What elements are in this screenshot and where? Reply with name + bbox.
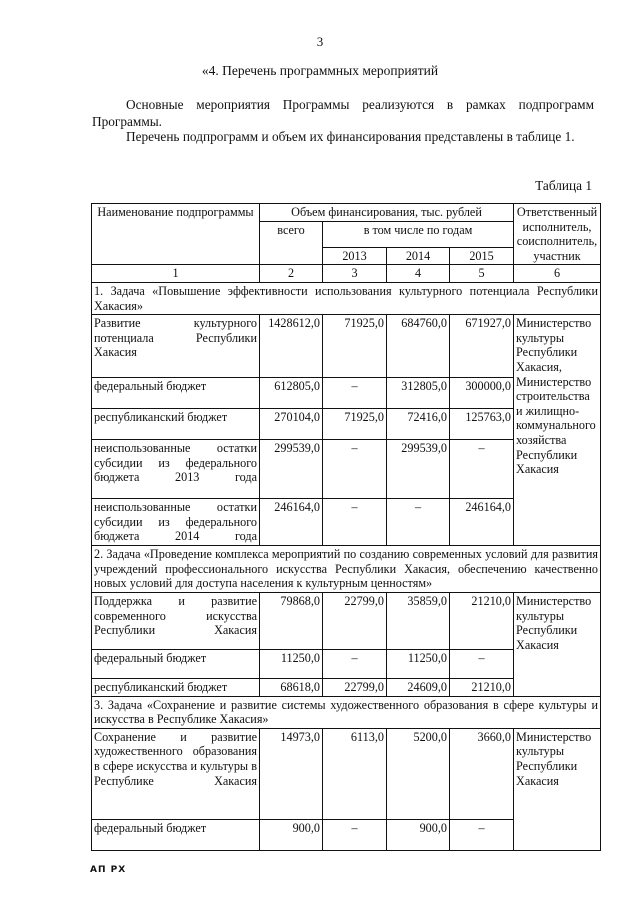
task-row (92, 696, 601, 728)
value-2014: 24609,0 (387, 678, 450, 696)
value-2014: 35859,0 (387, 592, 450, 649)
value-2014: 900,0 (387, 819, 450, 850)
paragraph-2: Перечень подпрограмм и объем их финансирования представлены в таблице 1. (126, 129, 575, 144)
value-2015: 3660,0 (450, 728, 514, 819)
header-by-years: в том числе по годам (323, 221, 514, 247)
responsible-cell: Министерство культуры Республики Хакасия, Министерство строительства и жилищно- коммунального хозяйства Республики Хакасия (514, 315, 601, 546)
subprogram-name: Сохранение и развитие художественного образования в сфере искусства и культуры в Республике Хакасия (92, 728, 260, 819)
value-2015: 125763,0 (450, 409, 514, 440)
value-total: 11250,0 (260, 649, 323, 678)
column-number: 2 (260, 265, 323, 283)
value-2014: 312805,0 (387, 378, 450, 409)
value-2014: 299539,0 (387, 440, 450, 499)
column-number: 6 (514, 265, 601, 283)
table-row (92, 315, 601, 378)
subprogram-name: Поддержка и развитие современного искусства Республики Хакасия (92, 592, 260, 649)
value-2013: – (323, 440, 387, 499)
header-responsible: Ответственный исполнитель, соисполнитель, участник (514, 204, 601, 265)
subprogram-name: неиспользованные остатки субсидии из федерального бюджета 2014 года (92, 499, 260, 546)
value-total: 246164,0 (260, 499, 323, 546)
value-2014: 684760,0 (387, 315, 450, 378)
value-2014: – (387, 499, 450, 546)
value-2013: – (323, 499, 387, 546)
table-caption: Таблица 1 (535, 178, 592, 193)
header-year-2013: 2013 (323, 247, 387, 265)
value-2013: – (323, 649, 387, 678)
value-total: 1428612,0 (260, 315, 323, 378)
value-total: 14973,0 (260, 728, 323, 819)
value-total: 270104,0 (260, 409, 323, 440)
paragraph-1: Основные мероприятия Программы реализуются в рамках подпрограмм Программы. (92, 97, 594, 129)
subprogram-name: федеральный бюджет (92, 378, 260, 409)
subprogram-name: федеральный бюджет (92, 819, 260, 850)
value-2015: 671927,0 (450, 315, 514, 378)
header-name: Наименование подпрограммы (92, 204, 260, 265)
responsible-cell: Министерство культуры Республики Хакасия (514, 728, 601, 850)
funding-table (91, 203, 601, 851)
task-row (92, 282, 601, 314)
value-total: 900,0 (260, 819, 323, 850)
value-2015: – (450, 649, 514, 678)
value-2013: – (323, 819, 387, 850)
subprogram-name: Развитие культурного потенциала Республики Хакасия (92, 315, 260, 378)
value-2015: – (450, 440, 514, 499)
footer-mark: АП РХ (90, 865, 127, 875)
header-funding: Объем финансирования, тыс. рублей (260, 204, 514, 222)
table-header-row (92, 204, 601, 222)
column-number-row (92, 265, 601, 283)
value-total: 299539,0 (260, 440, 323, 499)
task-2-title: 2. Задача «Проведение комплекса мероприятий по созданию современных условий для развития учреждений профессионального искусства Республики Хакасия, обеспечению качественно новых условий для доступа населения к культурным ценностям» (92, 546, 601, 593)
column-number: 5 (450, 265, 514, 283)
column-number: 4 (387, 265, 450, 283)
value-2015: – (450, 819, 514, 850)
value-total: 612805,0 (260, 378, 323, 409)
table-row (92, 728, 601, 819)
value-2015: 300000,0 (450, 378, 514, 409)
value-2015: 21210,0 (450, 592, 514, 649)
subprogram-name: республиканский бюджет (92, 409, 260, 440)
value-2014: 5200,0 (387, 728, 450, 819)
responsible-cell: Министерство культуры Республики Хакасия (514, 592, 601, 696)
value-2013: 71925,0 (323, 315, 387, 378)
value-2013: 22799,0 (323, 678, 387, 696)
header-year-2014: 2014 (387, 247, 450, 265)
column-number: 3 (323, 265, 387, 283)
section-heading: «4. Перечень программных мероприятий (201, 63, 439, 78)
subprogram-name: неиспользованные остатки субсидии из федерального бюджета 2013 года (92, 440, 260, 499)
value-2013: 71925,0 (323, 409, 387, 440)
table-row (92, 592, 601, 649)
value-2014: 11250,0 (387, 649, 450, 678)
task-row (92, 546, 601, 593)
value-2015: 246164,0 (450, 499, 514, 546)
header-total: всего (260, 221, 323, 265)
page-number: 3 (316, 34, 324, 49)
subprogram-name: республиканский бюджет (92, 678, 260, 696)
value-total: 68618,0 (260, 678, 323, 696)
subprogram-name: федеральный бюджет (92, 649, 260, 678)
header-year-2015: 2015 (450, 247, 514, 265)
value-2014: 72416,0 (387, 409, 450, 440)
task-3-title: 3. Задача «Сохранение и развитие системы художественного образования в сфере культуры и искусства в Республике Хакасия» (92, 696, 601, 728)
value-2013: 6113,0 (323, 728, 387, 819)
column-number: 1 (92, 265, 260, 283)
value-total: 79868,0 (260, 592, 323, 649)
task-1-title: 1. Задача «Повышение эффективности использования культурного потенциала Республики Хакасия» (92, 282, 601, 314)
value-2015: 21210,0 (450, 678, 514, 696)
value-2013: – (323, 378, 387, 409)
value-2013: 22799,0 (323, 592, 387, 649)
